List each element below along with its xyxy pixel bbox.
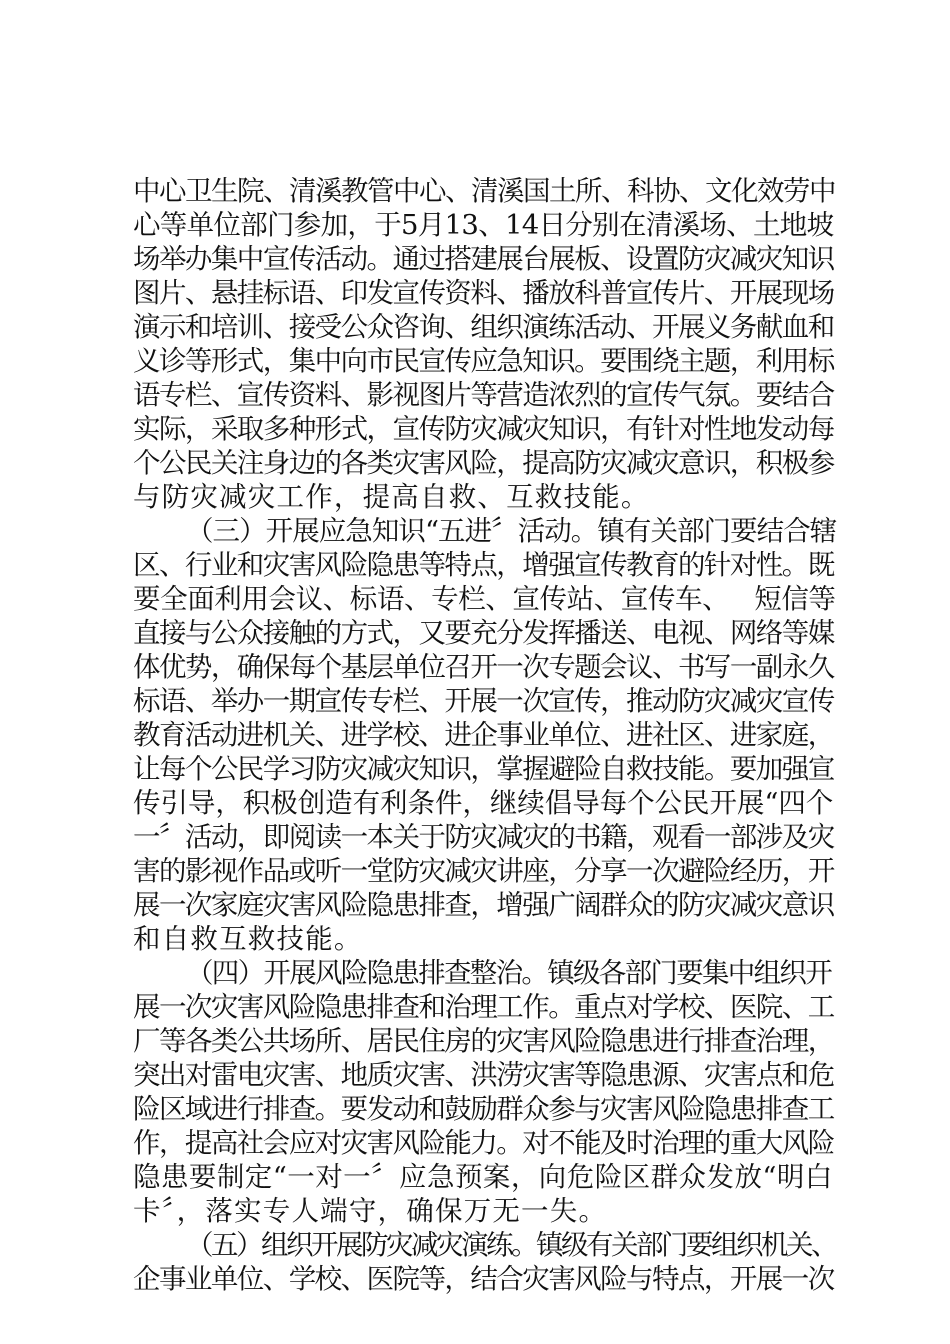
text-line: 与防灾减灾工作，提高自救、互救技能。 xyxy=(133,481,650,513)
text-line: 实际，采取多种形式，宣传防灾减灾知识，有针对性地发动每 xyxy=(133,413,834,445)
paragraph-heading-5: （五）组织开展防灾减灾演练。镇级有关部门要组织机关、 xyxy=(186,1229,836,1261)
text-line: 语专栏、宣传资料、影视图片等营造浓烈的宣传气氛。要结合 xyxy=(133,379,834,411)
text-line: 心等单位部门参加，于5月13、14日分别在清溪场、土地坡 xyxy=(133,209,834,241)
text-line: 图片、悬挂标语、印发宣传资料、播放科普宣传片、开展现场 xyxy=(133,277,834,309)
text-line: 要全面利用会议、标语、专栏、宣传站、宣传车、 短信等 xyxy=(133,583,836,615)
text-line: 标语、举办一期宣传专栏、开展一次宣传，推动防灾减灾宣传 xyxy=(133,685,834,717)
text-line: 让每个公民学习防灾减灾知识，掌握避险自救技能。要加强宣 xyxy=(133,753,834,785)
text-line: 隐患要制定“一对一〞应急预案，向危险区群众发放“明白 xyxy=(133,1161,833,1193)
text-line: 个公民关注身边的各类灾害风险，提高防灾减灾意识，积极参 xyxy=(133,447,834,479)
paragraph-heading-3: （三）开展应急知识“五进〞活动。镇有关部门要结合辖 xyxy=(186,515,837,547)
text-line: 直接与公众接触的方式，又要充分发挥播送、电视、网络等媒 xyxy=(133,617,834,649)
text-line: 展一次家庭灾害风险隐患排查，增强广阔群众的防灾减灾意识 xyxy=(133,889,834,921)
text-line: 传引导，积极创造有利条件，继续倡导每个公民开展“四个 xyxy=(133,787,834,819)
text-line: 展一次灾害风险隐患排查和治理工作。重点对学校、医院、工 xyxy=(133,991,834,1023)
text-line: 场举办集中宣传活动。通过搭建展台展板、设置防灾减灾知识 xyxy=(133,243,834,275)
text-line: 一〞活动，即阅读一本关于防灾减灾的书籍，观看一部涉及灾 xyxy=(133,821,834,853)
text-line: 企事业单位、学校、医院等，结合灾害风险与特点，开展一次 xyxy=(133,1263,834,1295)
text-line: 体优势，确保每个基层单位召开一次专题会议、书写一副永久 xyxy=(133,651,834,683)
text-line: 演示和培训、接受公众咨询、组织演练活动、开展义务献血和 xyxy=(133,311,834,343)
text-line: 中心卫生院、清溪教管中心、清溪国土所、科协、文化效劳中 xyxy=(133,175,835,207)
text-line: 教育活动进机关、进学校、进企事业单位、进社区、进家庭， xyxy=(133,719,834,751)
text-line: 作，提高社会应对灾害风险能力。对不能及时治理的重大风险 xyxy=(133,1127,834,1159)
text-line: 突出对雷电灾害、地质灾害、洪涝灾害等隐患源、灾害点和危 xyxy=(133,1059,834,1091)
text-line: 卡〞，落实专人端守，确保万无一失。 xyxy=(133,1195,608,1227)
text-line: 和自救互救技能。 xyxy=(133,923,363,955)
text-line: 险区域进行排查。要发动和鼓励群众参与灾害风险隐患排查工 xyxy=(133,1093,834,1125)
paragraph-heading-4: （四）开展风险隐患排查整治。镇级各部门要集中组织开 xyxy=(186,957,831,989)
text-line: 区、行业和灾害风险隐患等特点，增强宣传教育的针对性。既 xyxy=(133,549,834,581)
text-line: 害的影视作品或听一堂防灾减灾讲座，分享一次避险经历，开 xyxy=(133,855,834,887)
text-line: 厂等各类公共场所、居民住房的灾害风险隐患进行排查治理， xyxy=(133,1025,834,1057)
text-line: 义诊等形式，集中向市民宣传应急知识。要围绕主题，利用标 xyxy=(133,345,834,377)
